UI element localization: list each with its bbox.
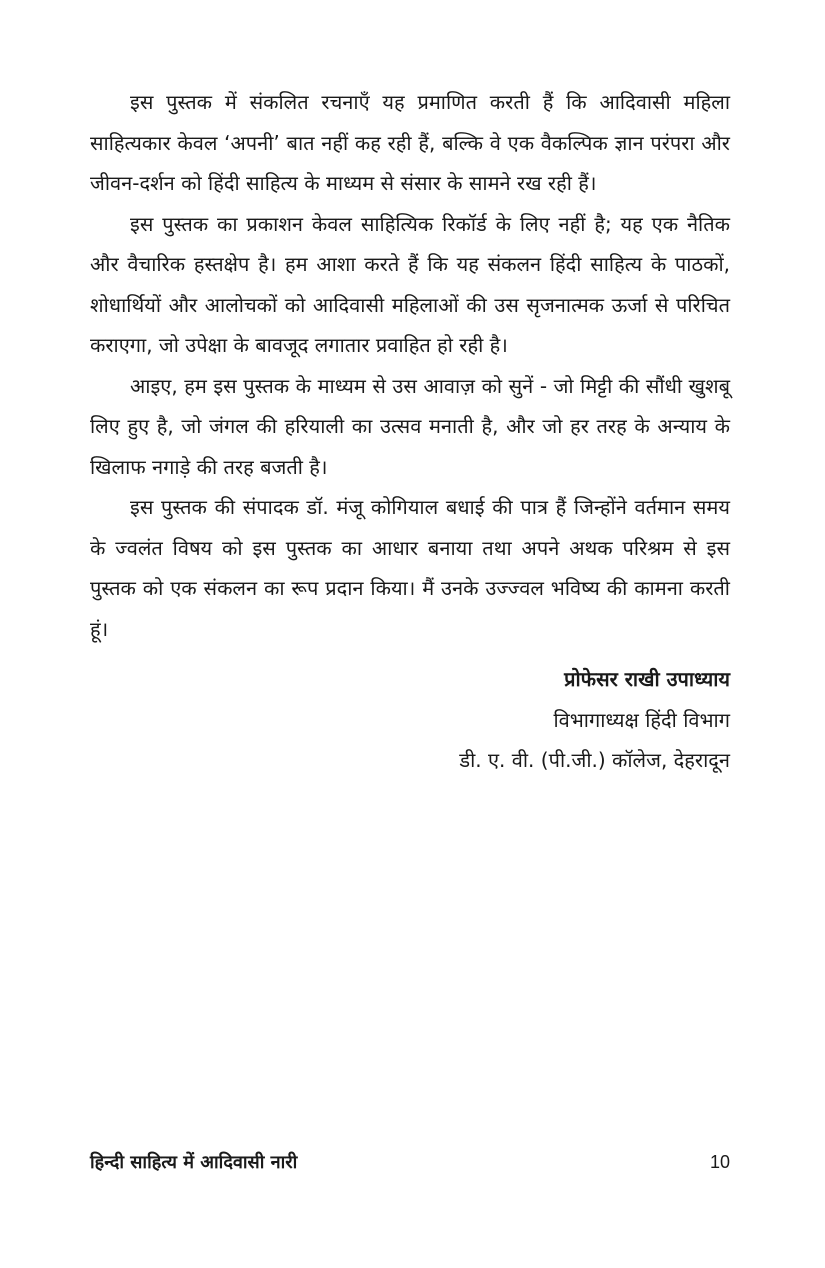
signatory-designation: विभागाध्यक्ष हिंदी विभाग bbox=[553, 707, 730, 732]
page-footer bbox=[90, 1150, 730, 1174]
paragraph-4: इस पुस्तक की संपादक डॉ. मंजू कोगियाल बधाई की पात्र हैं जिन्होंने वर्तमान समय के ज्वलंत विषय को इस पुस्तक का आधार बनाया तथा अपने अथक परिश्रम से इस पुस्तक को एक संकलन का रूप प्रदान किया। मैं उनके उज्ज्वल भविष्य की कामना करती हूं। bbox=[90, 495, 730, 641]
paragraph-1: इस पुस्तक में संकलित रचनाएँ यह प्रमाणित करती हैं कि आदिवासी महिला साहित्यकार केवल ‘अपनी’ बात नहीं कह रही हैं, बल्कि वे एक वैकल्पिक ज्ञान परंपरा और जीवन-दर्शन को हिंदी साहित्य के माध्यम से संसार के सामने रख रही हैं। bbox=[90, 90, 730, 195]
signature-block bbox=[90, 659, 730, 781]
signatory-institution: डी. ए. वी. (पी.जी.) कॉलेज, देहरादून bbox=[459, 748, 730, 772]
paragraph-2: इस पुस्तक का प्रकाशन केवल साहित्यिक रिकॉर्ड के लिए नहीं है; यह एक नैतिक और वैचारिक हस्तक्षेप है। हम आशा करते हैं कि यह संकलन हिंदी साहित्य के पाठकों, शोधार्थियों और आलोचकों को आदिवासी महिलाओं की उस सृजनात्मक ऊर्जा से परिचित कराएगा, जो उपेक्षा के बावजूद लगातार प्रवाहित हो रही है। bbox=[90, 211, 730, 357]
page-body bbox=[90, 82, 730, 781]
footer-book-title: हिन्दी साहित्य में आदिवासी नारी bbox=[90, 1152, 298, 1173]
paragraph-3: आइए, हम इस पुस्तक के माध्यम से उस आवाज़ को सुनें - जो मिट्टी की सौंधी खुशबू लिए हुए है, जो जंगल की हरियाली का उत्सव मनाती है, और जो हर तरह के अन्याय के खिलाफ नगाड़े की तरह बजती है। bbox=[90, 373, 730, 479]
page-number: 10 bbox=[709, 1152, 730, 1172]
signatory-name: प्रोफेसर राखी उपाध्याय bbox=[564, 667, 730, 691]
